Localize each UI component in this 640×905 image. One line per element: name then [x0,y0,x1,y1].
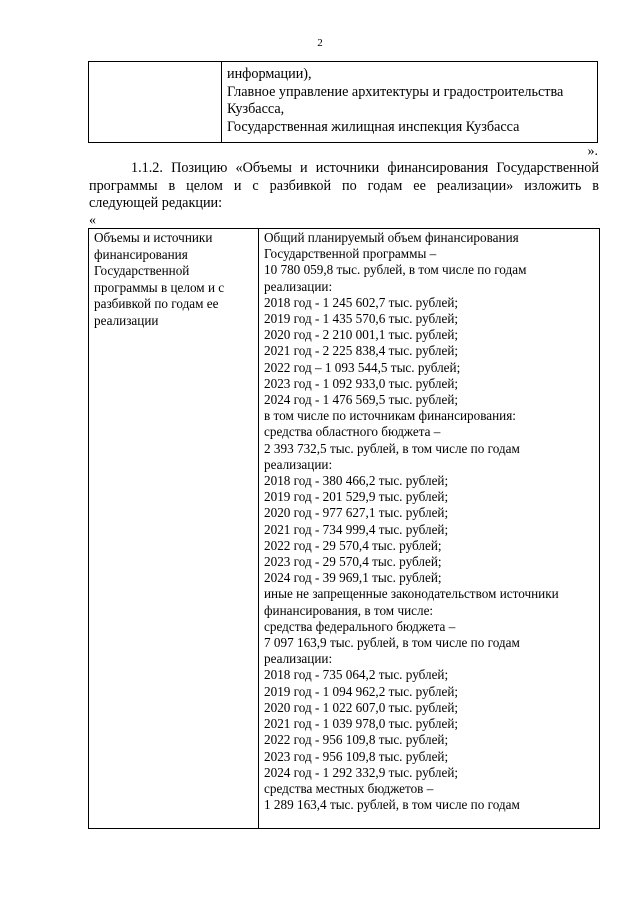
financing-table [88,228,600,829]
financing-line: 2020 год - 1 022 607,0 тыс. рублей; [264,699,459,715]
financing-line: 2018 год - 1 245 602,7 тыс. рублей; [264,294,459,310]
financing-line: Общий планируемый объем финансирования [264,230,519,245]
top-table-line: Главное управление архитектуры и градостроительства [227,83,564,100]
financing-line: 7 097 163,9 тыс. рублей, в том числе по годам [264,635,520,651]
top-table-line: информации), [227,66,312,82]
amendment-paragraph [89,160,599,213]
table-row [89,62,598,143]
financing-line: 2 393 732,5 тыс. рублей, в том числе по годам [264,440,520,456]
financing-line: 2024 год - 1 292 332,9 тыс. рублей; [264,764,459,780]
financing-line: 2020 год - 2 210 001,1 тыс. рублей; [264,327,459,343]
financing-line: реализации: [264,651,333,667]
financing-line: иные не запрещенные законодательством источники [264,586,559,602]
top-table [88,61,598,143]
top-table-line: Кузбасса, [227,101,285,117]
financing-line: 2024 год - 1 476 569,5 тыс. рублей; [264,392,459,408]
financing-line: 2024 год - 39 969,1 тыс. рублей; [264,570,442,586]
financing-line: Государственной программы – [264,246,437,262]
financing-line: финансирования, в том числе: [264,602,434,618]
top-table-right-cell [222,62,598,143]
financing-line: 2022 год - 29 570,4 тыс. рублей; [264,537,442,553]
financing-line: 2018 год - 380 466,2 тыс. рублей; [264,473,449,489]
top-table-left-cell [89,62,222,143]
financing-line: 2023 год - 956 109,8 тыс. рублей; [264,748,449,764]
financing-table-label-cell: Объемы и источники финансирования Государственной программы в целом и с разбивкой по годам ее реализации [89,229,259,829]
financing-line: 2021 год - 734 999,4 тыс. рублей; [264,521,449,537]
financing-line: в том числе по источникам финансирования: [264,408,516,424]
financing-line: 2020 год - 977 627,1 тыс. рублей; [264,505,449,521]
paragraph-line: 1.1.2. Позицию «Объемы и источники финансирования Государственной [131,160,599,176]
paragraph-line: программы в целом и с разбивкой по годам ее реализации» изложить в [89,177,599,194]
financing-line: средства местных бюджетов – [264,780,434,796]
financing-line: средства федерального бюджета – [264,618,456,634]
financing-line: 1 289 163,4 тыс. рублей, в том числе по годам [264,797,520,813]
financing-line: 2022 год – 1 093 544,5 тыс. рублей; [264,359,461,375]
financing-line: 2023 год - 29 570,4 тыс. рублей; [264,554,442,570]
financing-line: реализации: [264,456,333,472]
financing-line: 10 780 059,8 тыс. рублей, в том числе по годам [264,262,527,278]
financing-line: 2019 год - 1 435 570,6 тыс. рублей; [264,311,459,327]
page-number: 2 [317,37,323,49]
financing-line: средства областного бюджета – [264,424,441,440]
table-row [89,229,600,829]
closing-quote: ». [587,144,598,159]
financing-line: 2019 год - 1 094 962,2 тыс. рублей; [264,683,459,699]
financing-line: 2019 год - 201 529,9 тыс. рублей; [264,489,449,505]
financing-line: 2021 год - 2 225 838,4 тыс. рублей; [264,343,459,359]
financing-line: 2018 год - 735 064,2 тыс. рублей; [264,667,449,683]
financing-line: 2021 год - 1 039 978,0 тыс. рублей; [264,716,459,732]
top-table-line: Государственная жилищная инспекция Кузбасса [227,118,520,135]
opening-quote: « [89,213,96,228]
financing-line: реализации: [264,278,333,294]
financing-line: 2022 год - 956 109,8 тыс. рублей; [264,732,449,748]
financing-table-value-cell [259,229,600,829]
financing-line: 2023 год - 1 092 933,0 тыс. рублей; [264,375,459,391]
paragraph-line: следующей редакции: [89,195,223,211]
